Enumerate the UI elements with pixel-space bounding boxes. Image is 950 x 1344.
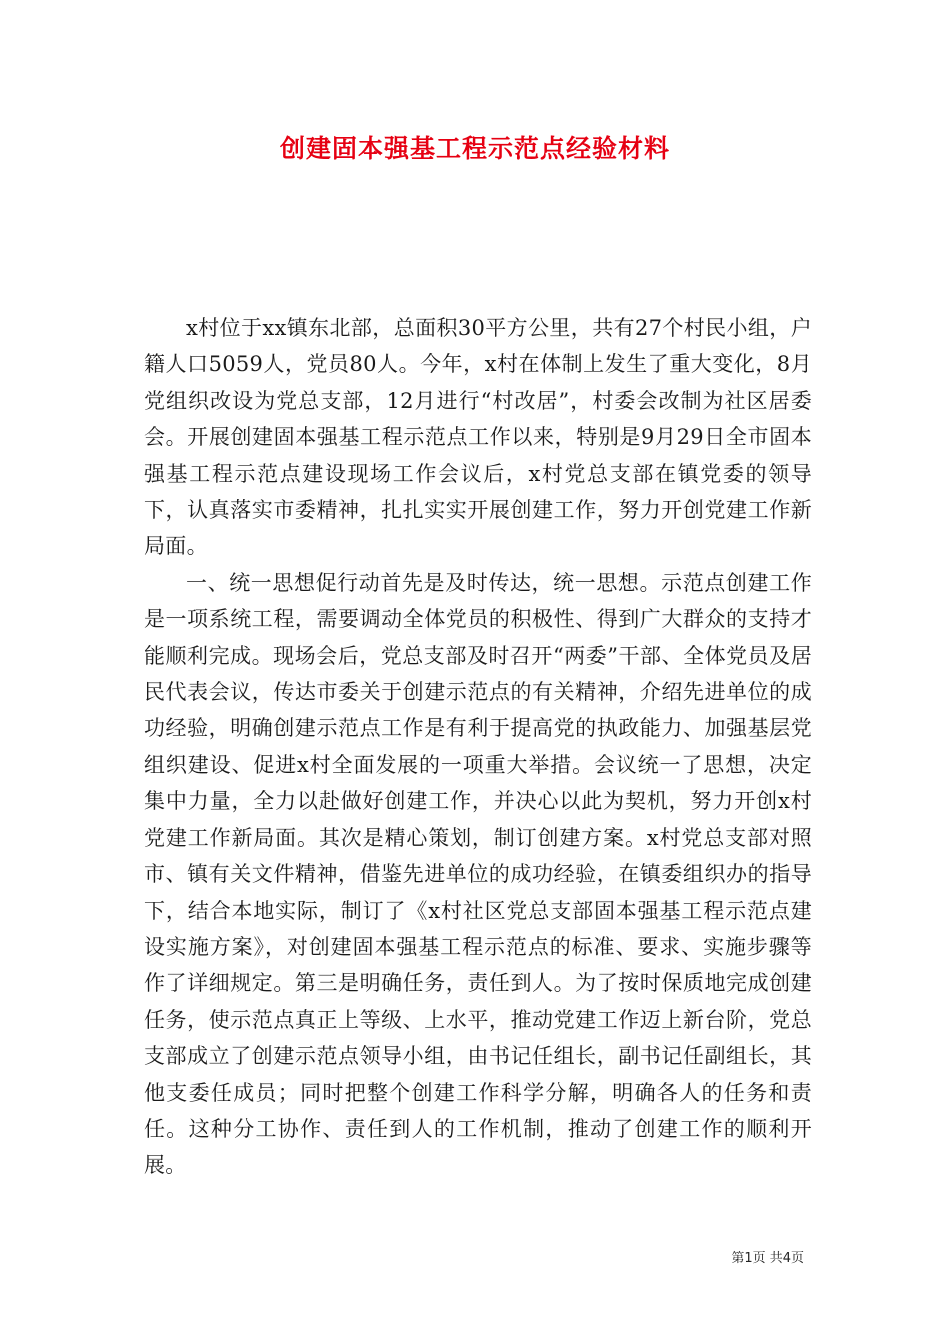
document-title: 创建固本强基工程示范点经验材料 (279, 134, 670, 163)
document-body (144, 310, 812, 1184)
page-number: 第1页 共4页 (731, 1251, 804, 1266)
paragraph-intro: x村位于xx镇东北部，总面积30平方公里，共有27个村民小组，户籍人口5059人，党员80人。今年，x村在体制上发生了重大变化，8月党组织改设为党总支部，12月进行“村改居”，村委会改制为社区居委会。开展创建固本强基工程示范点工作以来，特别是9月29日全市固本强基工程示范点建设现场工作会议后，x村党总支部在镇党委的领导下，认真落实市委精神，扎扎实实开展创建工作，努力开创党建工作新局面。 (144, 316, 812, 559)
paragraph-section-one: 一、统一思想促行动首先是及时传达，统一思想。示范点创建工作是一项系统工程，需要调动全体党员的积极性、得到广大群众的支持才能顺利完成。现场会后，党总支部及时召开“两委”干部、全体党员及居民代表会议，传达市委关于创建示范点的有关精神，介绍先进单位的成功经验，明确创建示范点工作是有利于提高党的执政能力、加强基层党组织建设、促进x村全面发展的一项重大举措。会议统一了思想，决定集中力量，全力以赴做好创建工作，并决心以此为契机，努力开创x村党建工作新局面。其次是精心策划，制订创建方案。x村党总支部对照市、镇有关文件精神，借鉴先进单位的成功经验，在镇委组织办的指导下，结合本地实际，制订了《x村社区党总支部固本强基工程示范点建设实施方案》，对创建固本强基工程示范点的标准、要求、实施步骤等作了详细规定。第三是明确任务，责任到人。为了按时保质地完成创建任务，使示范点真正上等级、上水平，推动党建工作迈上新台阶，党总支部成立了创建示范点领导小组，由书记任组长，副书记任副组长，其他支委任成员；同时把整个创建工作科学分解，明确各人的任务和责任。这种分工协作、责任到人的工作机制，推动了创建工作的顺利开展。 (144, 570, 812, 1178)
